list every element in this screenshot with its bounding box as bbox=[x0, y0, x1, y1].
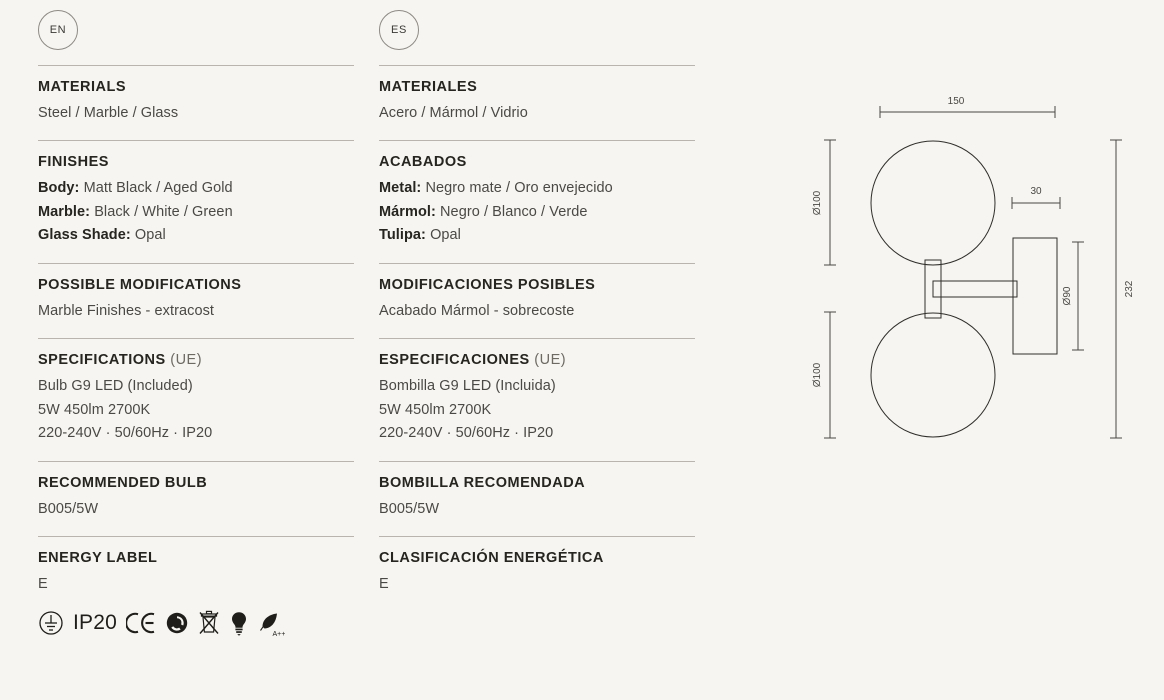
spec-line bbox=[379, 498, 695, 521]
energy-class-a-plus-plus-icon bbox=[258, 609, 286, 637]
spec-block-recommended-bulb-en bbox=[38, 461, 354, 521]
spec-line bbox=[38, 224, 354, 247]
spec-block-materials-es bbox=[379, 65, 695, 125]
spec-label: Glass Shade: bbox=[38, 227, 131, 244]
spec-label: Body: bbox=[38, 180, 80, 197]
spec-line bbox=[38, 375, 354, 398]
svg-text:A++: A++ bbox=[272, 630, 286, 637]
spec-line bbox=[379, 177, 695, 200]
spec-value: 220-240V · 50/60Hz · IP20 bbox=[379, 425, 554, 442]
spec-block-finishes-en bbox=[38, 140, 354, 247]
spec-line bbox=[379, 102, 695, 125]
spec-label: Marble: bbox=[38, 203, 91, 220]
spec-block-title: FINISHES bbox=[38, 154, 109, 171]
spec-line bbox=[379, 300, 695, 323]
spec-block-recommended-bulb-es bbox=[379, 461, 695, 521]
spec-block-title: CLASIFICACIÓN ENERGÉTICA bbox=[379, 550, 604, 567]
dimension-depth: 30 bbox=[1030, 186, 1042, 197]
spec-line bbox=[38, 422, 354, 445]
spec-value: Negro mate / Oro envejecido bbox=[425, 180, 613, 197]
spec-line bbox=[38, 102, 354, 125]
spec-line bbox=[38, 300, 354, 323]
spec-value: 220-240V · 50/60Hz · IP20 bbox=[38, 425, 213, 442]
spec-value: Black / White / Green bbox=[94, 203, 233, 220]
spec-block-specifications-es bbox=[379, 338, 695, 445]
class-ii-earth-icon bbox=[38, 610, 64, 636]
ip-rating-label: IP20 bbox=[73, 610, 118, 634]
spec-label: Tulipa: bbox=[379, 227, 426, 244]
weee-crossed-bin-icon bbox=[198, 610, 220, 636]
spec-line bbox=[379, 399, 695, 422]
spec-block-title-text: ESPECIFICACIONES bbox=[379, 352, 530, 369]
spec-value: Acero / Mármol / Vidrio bbox=[379, 105, 528, 121]
dimension-width-top: 150 bbox=[947, 96, 965, 107]
spec-block-title bbox=[379, 352, 695, 368]
spec-line bbox=[38, 399, 354, 422]
spec-value: Opal bbox=[134, 227, 166, 244]
spec-label: Metal: bbox=[379, 180, 422, 197]
spec-block-modifications-en bbox=[38, 263, 354, 323]
language-badge-en[interactable]: EN bbox=[38, 10, 78, 50]
recycling-icon bbox=[165, 611, 189, 635]
spec-value: Bulb G9 LED (Included) bbox=[38, 378, 193, 395]
dimension-total-height: 232 bbox=[1124, 280, 1135, 298]
technical-drawing bbox=[770, 60, 1150, 480]
spec-value: B005/5W bbox=[379, 500, 440, 517]
spec-block-title: MODIFICACIONES POSIBLES bbox=[379, 276, 596, 293]
spec-value: Opal bbox=[430, 227, 461, 244]
spec-line bbox=[379, 224, 695, 247]
spec-block-specifications-en bbox=[38, 338, 354, 445]
spec-block-modifications-es bbox=[379, 263, 695, 323]
spec-block-energy-label-en bbox=[38, 536, 354, 637]
dimension-plate: Ø90 bbox=[1062, 286, 1073, 306]
language-badge-es[interactable]: ES bbox=[379, 10, 419, 50]
spec-value: Negro / Blanco / Verde bbox=[440, 203, 588, 220]
spec-block-title: RECOMMENDED BULB bbox=[38, 474, 208, 491]
spec-value: E bbox=[379, 576, 389, 593]
dimension-sphere-lower: Ø100 bbox=[812, 362, 823, 388]
spec-value: Steel / Marble / Glass bbox=[38, 105, 179, 121]
spec-block-title: MATERIALES bbox=[379, 79, 478, 95]
spec-label: Mármol: bbox=[379, 203, 436, 220]
spec-value: B005/5W bbox=[38, 500, 99, 517]
spec-block-title: ACABADOS bbox=[379, 154, 467, 171]
spec-line bbox=[38, 498, 354, 521]
spec-value: Bombilla G9 LED (Incluida) bbox=[379, 378, 556, 395]
spec-value: 5W 450lm 2700K bbox=[38, 401, 151, 418]
spec-line bbox=[379, 375, 695, 398]
spec-block-title: ENERGY LABEL bbox=[38, 550, 158, 567]
bulb-included-icon bbox=[229, 610, 249, 636]
spec-block-title: BOMBILLA RECOMENDADA bbox=[379, 474, 586, 491]
spec-value: Marble Finishes - extracost bbox=[38, 302, 215, 319]
spec-block-energy-label-es bbox=[379, 536, 695, 596]
spec-value: Acabado Mármol - sobrecoste bbox=[379, 302, 575, 319]
spec-value: 5W 450lm 2700K bbox=[379, 401, 492, 418]
ce-mark-icon bbox=[126, 611, 156, 635]
certification-icon-row bbox=[38, 608, 354, 638]
dimension-sphere-upper: Ø100 bbox=[812, 190, 823, 216]
language-column-en bbox=[38, 0, 354, 638]
spec-block-title-note: (UE) bbox=[170, 352, 203, 369]
spec-line bbox=[38, 201, 354, 224]
spec-line bbox=[379, 201, 695, 224]
spec-block-title-note: (UE) bbox=[534, 352, 567, 369]
spec-block-title-text: SPECIFICATIONS bbox=[38, 352, 166, 369]
language-column-es bbox=[379, 0, 695, 597]
spec-line bbox=[379, 573, 695, 596]
spec-block-title: MATERIALS bbox=[38, 79, 127, 95]
spec-block-title bbox=[38, 352, 354, 368]
spec-block-title: POSSIBLE MODIFICATIONS bbox=[38, 276, 242, 293]
spec-line bbox=[38, 573, 354, 596]
spec-block-finishes-es bbox=[379, 140, 695, 247]
spec-value: Matt Black / Aged Gold bbox=[83, 180, 233, 197]
spec-block-materials-en bbox=[38, 65, 354, 125]
spec-line bbox=[38, 177, 354, 200]
spec-line bbox=[379, 422, 695, 445]
spec-value: E bbox=[38, 576, 48, 593]
